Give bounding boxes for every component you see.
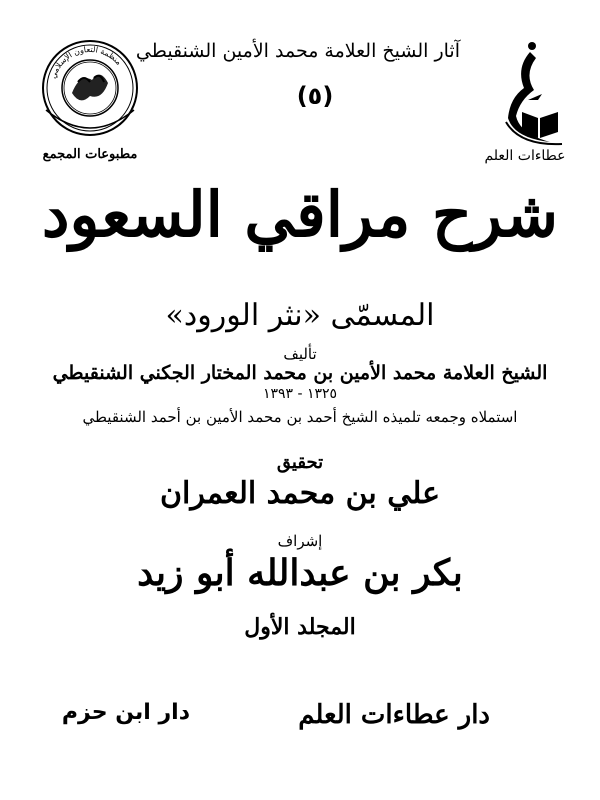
svg-text:منظمة التعاون الإسلامي: منظمة التعاون الإسلامي [48,44,124,80]
academy-seal-logo [40,38,140,138]
series-title: آثار الشيخ العلامة محمد الأمين الشنقيطي [135,40,460,62]
publisher-ibn-hazm: دار ابن حزم [61,700,190,725]
academy-publications-label: مطبوعات المجمع [42,147,138,162]
author-label: تأليف [283,345,317,363]
supervisor-name: بكر بن عبدالله أبو زيد [137,552,463,594]
supervisor-label: إشراف [277,532,323,550]
book-subtitle: المسمّى «نثر الورود» [165,298,435,333]
volume-label: المجلد الأول [244,614,356,640]
editor-label: تحقيق [276,452,324,473]
dictation-credit: استملاه وجمعه تلميذه الشيخ أحمد بن محمد الأمين بن أحمد الشنقيطي [82,408,518,426]
author-dates: ١٣٢٥ - ١٣٩٣ [262,386,338,402]
publisher-ataat-alilm: دار عطاءات العلم [298,700,490,730]
ataat-alilm-logo [480,38,575,148]
ataat-alilm-logo-label: عطاءات العلم [484,148,566,164]
editor-name: علي بن محمد العمران [159,476,441,511]
series-volume-number: (٥) [296,82,334,110]
book-title: شرح مراقي السعود [41,178,559,251]
author-name: الشيخ العلامة محمد الأمين بن محمد المختار الجكني الشنقيطي [52,362,548,384]
